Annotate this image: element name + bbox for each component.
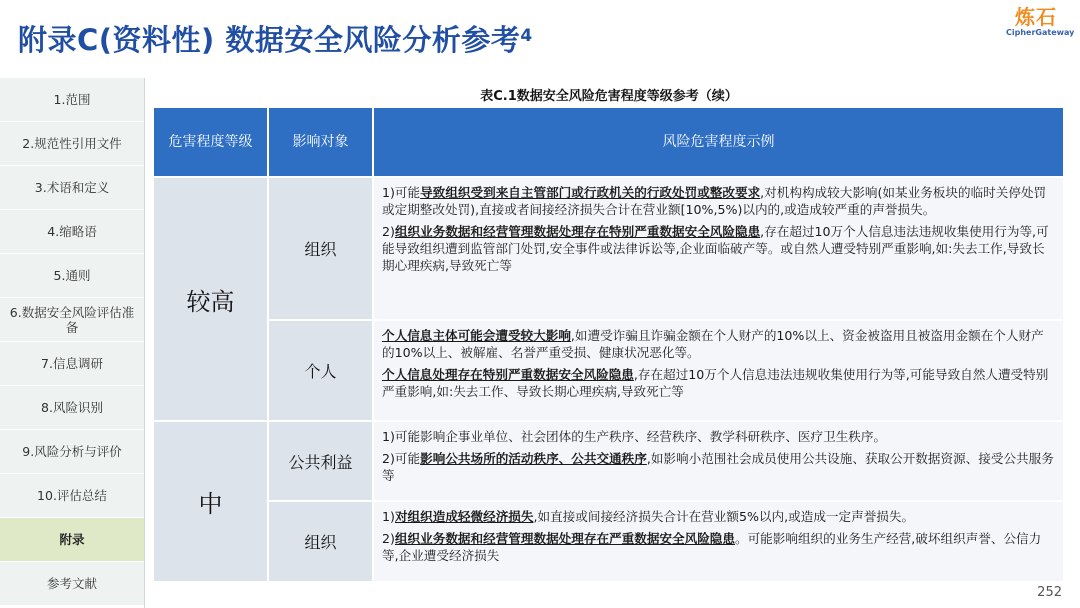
sidebar-item-summary[interactable]: 10.评估总结 — [0, 474, 144, 518]
sidebar-item-scope[interactable]: 1.范围 — [0, 78, 144, 122]
sidebar-item-investigation[interactable]: 7.信息调研 — [0, 342, 144, 386]
header-example: 风险危害程度示例 — [373, 107, 1064, 177]
description-line: 个人信息处理存在特别严重数据安全风险隐患,存在超过10万个人信息违法违规收集使用行为等,可能导致自然人遭受特别严重影响,如:失去工作、导致长期心理疾病,导致死亡等 — [382, 367, 1049, 399]
level-cell-high: 较高 — [153, 177, 268, 421]
sidebar-item-general[interactable]: 5.通则 — [0, 254, 144, 298]
page-title: 附录C(资料性) 数据安全风险分析参考$^4$ — [18, 23, 533, 57]
sidebar-item-references[interactable]: 参考文献 — [0, 562, 144, 606]
description-cell — [373, 320, 1064, 421]
header-level: 危害程度等级 — [153, 107, 268, 177]
object-cell: 组织 — [268, 177, 373, 320]
sidebar-item-risk-identification[interactable]: 8.风险识别 — [0, 386, 144, 430]
logo-subtitle: CipherGateway — [1006, 28, 1075, 37]
description-line: 2)组织业务数据和经营管理数据处理存在严重数据安全风险隐患。可能影响组织的业务生产经营,破坏组织声誉、公信力等,企业遭受经济损失 — [382, 531, 1042, 563]
table-title: 表C.1数据安全风险危害程度等级参考（续） — [480, 89, 738, 104]
description-line: 2)组织业务数据和经营管理数据处理存在特别严重数据安全风险隐患,存在超过10万个人信息违法违规收集使用行为等,可能导致组织遭到监管部门处罚,安全事件或法律诉讼等,企业面临破产等。或自然人遭受特别严重影响,如:失去工作,导致长期心理疾病,导致死亡等 — [382, 224, 1049, 273]
level-cell-medium: 中 — [153, 421, 268, 582]
description-line: 1)可能影响企事业单位、社会团体的生产秩序、经营秩序、教学科研秩序、医疗卫生秩序。 — [382, 429, 887, 444]
object-cell: 个人 — [268, 320, 373, 421]
object-cell: 组织 — [268, 501, 373, 582]
risk-level-table — [153, 107, 1064, 582]
sidebar-item-abbreviations[interactable]: 4.缩略语 — [0, 210, 144, 254]
brand-logo — [1006, 5, 1075, 38]
sidebar-item-risk-analysis[interactable]: 9.风险分析与评价 — [0, 430, 144, 474]
sidebar-item-assessment-prep[interactable]: 6.数据安全风险评估准备 — [0, 298, 144, 342]
description-cell — [373, 421, 1064, 501]
sidebar-item-appendix[interactable]: 附录 — [0, 518, 144, 562]
logo-mark: 炼石 — [1015, 5, 1057, 29]
sidebar-item-normative-references[interactable]: 2.规范性引用文件 — [0, 122, 144, 166]
object-cell: 公共利益 — [268, 421, 373, 501]
description-line: 2)可能影响公共场所的活动秩序、公共交通秩序,如影响小范围社会成员使用公共设施、获取公开数据资源、接受公共服务等 — [382, 451, 1054, 483]
header-object: 影响对象 — [268, 107, 373, 177]
sidebar-item-terms[interactable]: 3.术语和定义 — [0, 166, 144, 210]
description-line: 个人信息主体可能会遭受较大影响,如遭受诈骗且诈骗金额在个人财产的10%以上、资金被盗用且被盗用金额在个人财产的10%以上、被解雇、名誉严重受损、健康状况恶化等。 — [382, 328, 1044, 360]
page-number: 252 — [1037, 585, 1062, 600]
description-line: 1)对组织造成轻微经济损失,如直接或间接经济损失合计在营业额5%以内,或造成一定声誉损失。 — [382, 509, 915, 524]
sidebar-nav — [0, 78, 145, 608]
description-line: 1)可能导致组织受到来自主管部门或行政机关的行政处罚或整改要求,对机构构成较大影响(如某业务板块的临时关停处罚或定期整改处罚),直接或者间接经济损失合计在营业额[10%,5%)以内的,或造成较严重的声誉损失。 — [382, 185, 1047, 217]
description-cell — [373, 177, 1064, 320]
description-cell — [373, 501, 1064, 582]
